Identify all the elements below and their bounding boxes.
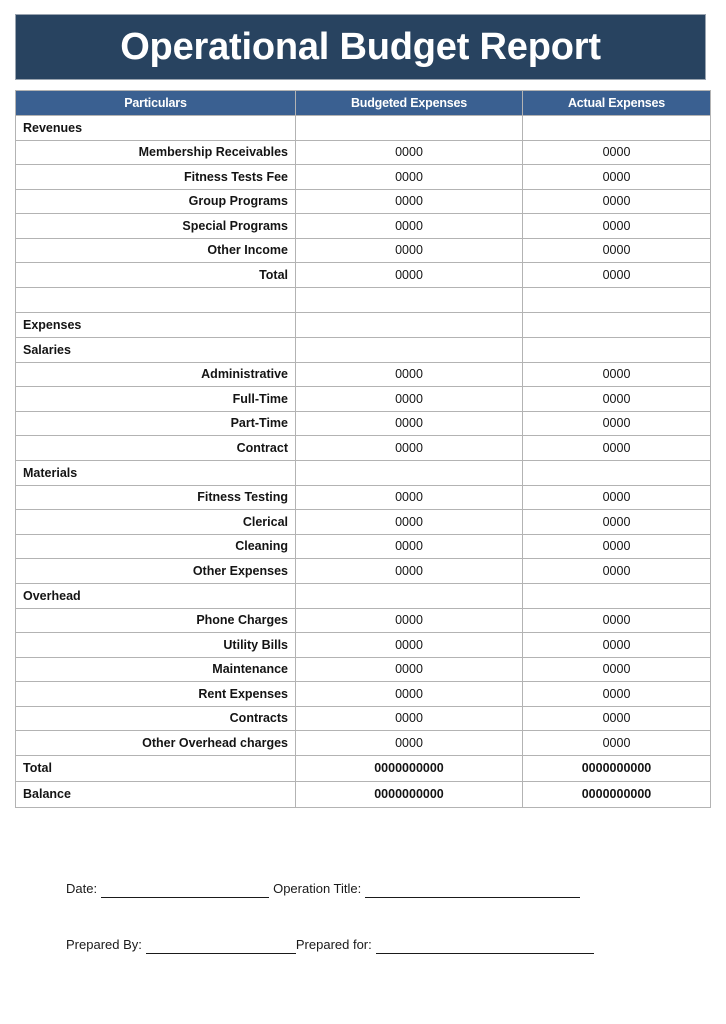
table-header-row [16, 91, 711, 116]
budget-table [15, 90, 711, 808]
actual-expense-cell[interactable]: 0000 [523, 189, 711, 214]
table-row [16, 731, 711, 756]
budgeted-expense-cell[interactable]: 0000 [296, 238, 523, 263]
actual-expense-cell[interactable]: 0000 [523, 238, 711, 263]
budgeted-expense-cell[interactable]: 0000 [296, 682, 523, 707]
actual-expense-cell[interactable]: 0000 [523, 608, 711, 633]
budgeted-expense-cell[interactable] [296, 583, 523, 608]
actual-expense-cell[interactable]: 0000 [523, 682, 711, 707]
budgeted-expense-cell[interactable]: 0000 [296, 387, 523, 412]
budgeted-expense-cell[interactable]: 0000 [296, 362, 523, 387]
table-header [16, 91, 711, 116]
row-label-cell: Contracts [16, 706, 296, 731]
budgeted-expense-cell[interactable]: 0000 [296, 657, 523, 682]
table-row [16, 387, 711, 412]
budgeted-expense-cell[interactable]: 0000 [296, 140, 523, 165]
table-row [16, 411, 711, 436]
row-label-cell: Other Expenses [16, 559, 296, 584]
table-row [16, 534, 711, 559]
row-label-cell: Other Overhead charges [16, 731, 296, 756]
actual-expense-cell[interactable]: 0000 [523, 140, 711, 165]
row-label-cell: Contract [16, 436, 296, 461]
table-row [16, 781, 711, 807]
actual-expense-cell[interactable] [523, 337, 711, 362]
row-label-cell: Group Programs [16, 189, 296, 214]
row-label-cell: Total [16, 755, 296, 781]
row-label-cell: Salaries [16, 337, 296, 362]
budgeted-expense-cell[interactable] [296, 287, 523, 312]
actual-expense-cell[interactable]: 0000 [523, 657, 711, 682]
budgeted-expense-cell[interactable]: 0000 [296, 263, 523, 288]
table-row [16, 583, 711, 608]
prepared-by-label: Prepared By: [66, 937, 142, 952]
page-title: Operational Budget Report [120, 26, 601, 68]
column-header-particulars: Particulars [16, 91, 296, 116]
table-row [16, 238, 711, 263]
budgeted-expense-cell[interactable] [296, 312, 523, 337]
table-row [16, 312, 711, 337]
actual-expense-cell[interactable] [523, 460, 711, 485]
table-row [16, 165, 711, 190]
table-row [16, 214, 711, 239]
footer-row-prepared [0, 924, 726, 954]
footer-signature-block [0, 868, 726, 954]
date-label: Date: [66, 881, 98, 896]
row-label-cell: Part-Time [16, 411, 296, 436]
actual-expense-cell[interactable]: 0000000000 [523, 781, 711, 807]
budgeted-expense-cell[interactable] [296, 337, 523, 362]
actual-expense-cell[interactable]: 0000 [523, 485, 711, 510]
budgeted-expense-cell[interactable]: 0000 [296, 510, 523, 535]
row-label-cell: Phone Charges [16, 608, 296, 633]
row-label-cell: Materials [16, 460, 296, 485]
actual-expense-cell[interactable]: 0000 [523, 534, 711, 559]
row-label-cell: Other Income [16, 238, 296, 263]
table-row [16, 337, 711, 362]
budgeted-expense-cell[interactable]: 0000 [296, 706, 523, 731]
budgeted-expense-cell[interactable] [296, 460, 523, 485]
actual-expense-cell[interactable]: 0000 [523, 731, 711, 756]
column-header-actual-expenses: Actual Expenses [523, 91, 711, 116]
actual-expense-cell[interactable]: 0000 [523, 436, 711, 461]
actual-expense-cell[interactable]: 0000 [523, 165, 711, 190]
table-row [16, 559, 711, 584]
table-row [16, 362, 711, 387]
table-row [16, 460, 711, 485]
row-label-cell: Total [16, 263, 296, 288]
prepared-for-input-line[interactable] [376, 938, 594, 954]
actual-expense-cell[interactable] [523, 115, 711, 140]
operation-title-label: Operation Title: [273, 881, 362, 896]
row-label-cell: Cleaning [16, 534, 296, 559]
actual-expense-cell[interactable]: 0000 [523, 362, 711, 387]
table-row [16, 633, 711, 658]
budgeted-expense-cell[interactable]: 0000 [296, 165, 523, 190]
row-label-cell: Fitness Tests Fee [16, 165, 296, 190]
budgeted-expense-cell[interactable]: 0000 [296, 731, 523, 756]
budgeted-expense-cell[interactable]: 0000000000 [296, 781, 523, 807]
actual-expense-cell[interactable]: 0000 [523, 510, 711, 535]
row-label-cell: Fitness Testing [16, 485, 296, 510]
actual-expense-cell[interactable]: 0000 [523, 387, 711, 412]
footer-row-date [0, 868, 726, 898]
budgeted-expense-cell[interactable]: 0000 [296, 608, 523, 633]
row-label-cell: Expenses [16, 312, 296, 337]
operation-title-input-line[interactable] [365, 882, 580, 898]
prepared-for-label: Prepared for: [295, 937, 372, 952]
row-label-cell: Rent Expenses [16, 682, 296, 707]
budgeted-expense-cell[interactable]: 0000 [296, 411, 523, 436]
table-row [16, 485, 711, 510]
table-row [16, 706, 711, 731]
actual-expense-cell[interactable]: 0000 [523, 263, 711, 288]
actual-expense-cell[interactable]: 0000000000 [523, 755, 711, 781]
budgeted-expense-cell[interactable]: 0000 [296, 214, 523, 239]
row-label-cell: Administrative [16, 362, 296, 387]
prepared-by-input-line[interactable] [146, 938, 296, 954]
table-row [16, 287, 711, 312]
row-label-cell [16, 287, 296, 312]
table-row [16, 657, 711, 682]
report-title-banner [15, 14, 706, 80]
budgeted-expense-cell[interactable]: 0000 [296, 189, 523, 214]
table-row [16, 436, 711, 461]
budgeted-expense-cell[interactable]: 0000 [296, 485, 523, 510]
row-label-cell: Utility Bills [16, 633, 296, 658]
table-row [16, 140, 711, 165]
actual-expense-cell[interactable]: 0000 [523, 559, 711, 584]
table-row [16, 263, 711, 288]
table-row [16, 510, 711, 535]
budgeted-expense-cell[interactable] [296, 115, 523, 140]
actual-expense-cell[interactable] [523, 312, 711, 337]
table-row [16, 682, 711, 707]
row-label-cell: Balance [16, 781, 296, 807]
table-row [16, 189, 711, 214]
budgeted-expense-cell[interactable]: 0000 [296, 633, 523, 658]
table-row [16, 115, 711, 140]
actual-expense-cell[interactable]: 0000 [523, 214, 711, 239]
actual-expense-cell[interactable]: 0000 [523, 633, 711, 658]
column-header-budgeted-expenses: Budgeted Expenses [296, 91, 523, 116]
table-body [16, 115, 711, 807]
table-row [16, 755, 711, 781]
actual-expense-cell[interactable]: 0000 [523, 706, 711, 731]
row-label-cell: Membership Receivables [16, 140, 296, 165]
budgeted-expense-cell[interactable]: 0000 [296, 436, 523, 461]
budgeted-expense-cell[interactable]: 0000000000 [296, 755, 523, 781]
row-label-cell: Clerical [16, 510, 296, 535]
row-label-cell: Maintenance [16, 657, 296, 682]
budgeted-expense-cell[interactable]: 0000 [296, 534, 523, 559]
row-label-cell: Overhead [16, 583, 296, 608]
budgeted-expense-cell[interactable]: 0000 [296, 559, 523, 584]
actual-expense-cell[interactable]: 0000 [523, 411, 711, 436]
actual-expense-cell[interactable] [523, 583, 711, 608]
date-input-line[interactable] [101, 882, 269, 898]
row-label-cell: Revenues [16, 115, 296, 140]
table-row [16, 608, 711, 633]
row-label-cell: Full-Time [16, 387, 296, 412]
actual-expense-cell[interactable] [523, 287, 711, 312]
row-label-cell: Special Programs [16, 214, 296, 239]
